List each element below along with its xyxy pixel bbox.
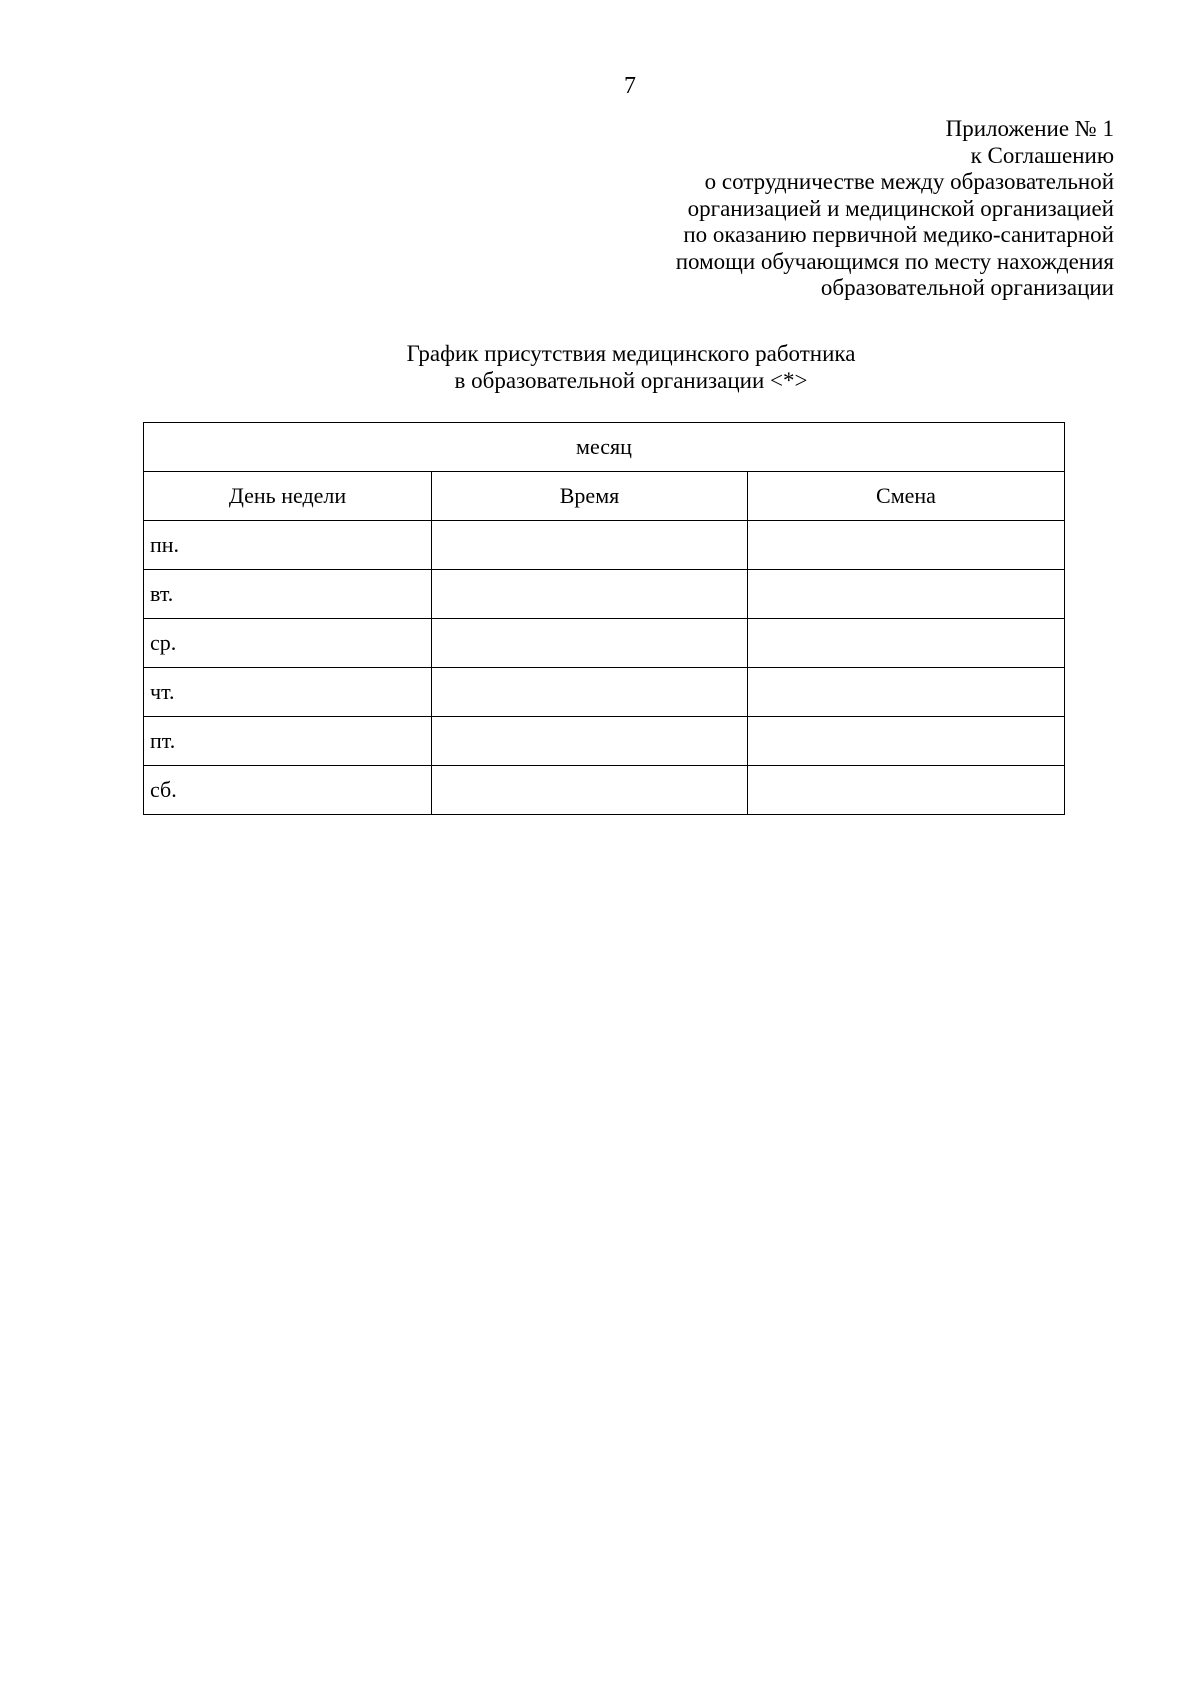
time-cell <box>432 717 748 766</box>
shift-cell <box>748 717 1065 766</box>
day-cell: вт. <box>144 570 432 619</box>
time-cell <box>432 521 748 570</box>
table-row <box>144 570 1065 619</box>
shift-cell <box>748 668 1065 717</box>
column-header-day: День недели <box>144 472 432 521</box>
document-title <box>0 341 1200 394</box>
appendix-line: по оказанию первичной медико-санитарной <box>683 222 1114 247</box>
appendix-line: образовательной организации <box>820 275 1114 300</box>
column-header-time: Время <box>432 472 748 521</box>
time-cell <box>432 570 748 619</box>
table-row <box>144 668 1065 717</box>
day-cell: ср. <box>144 619 432 668</box>
appendix-header <box>676 116 1114 302</box>
day-cell: пт. <box>144 717 432 766</box>
day-cell: сб. <box>144 766 432 815</box>
shift-cell <box>748 766 1065 815</box>
title-line-1: График присутствия медицинского работника <box>406 341 856 366</box>
time-cell <box>432 619 748 668</box>
table-row <box>144 717 1065 766</box>
table-row <box>144 766 1065 815</box>
day-cell: чт. <box>144 668 432 717</box>
time-cell <box>432 766 748 815</box>
column-header-row <box>144 472 1065 521</box>
shift-cell <box>748 521 1065 570</box>
time-cell <box>432 668 748 717</box>
title-line-2: в образовательной организации <*> <box>454 367 808 393</box>
appendix-line: организацией и медицинской организацией <box>687 195 1114 221</box>
table-row <box>144 521 1065 570</box>
column-header-shift: Смена <box>748 472 1065 521</box>
appendix-line: помощи обучающимся по месту нахождения <box>675 248 1114 274</box>
schedule-table <box>143 422 1065 815</box>
shift-cell <box>748 619 1065 668</box>
day-cell: пн. <box>144 521 432 570</box>
appendix-line: Приложение № 1 <box>945 116 1114 141</box>
shift-cell <box>748 570 1065 619</box>
appendix-line: о сотрудничестве между образовательной <box>704 169 1114 194</box>
month-header-row <box>144 423 1065 472</box>
appendix-line: к Соглашению <box>970 142 1114 168</box>
month-header: месяц <box>144 423 1065 472</box>
page-number: 7 <box>624 73 636 99</box>
table-row <box>144 619 1065 668</box>
